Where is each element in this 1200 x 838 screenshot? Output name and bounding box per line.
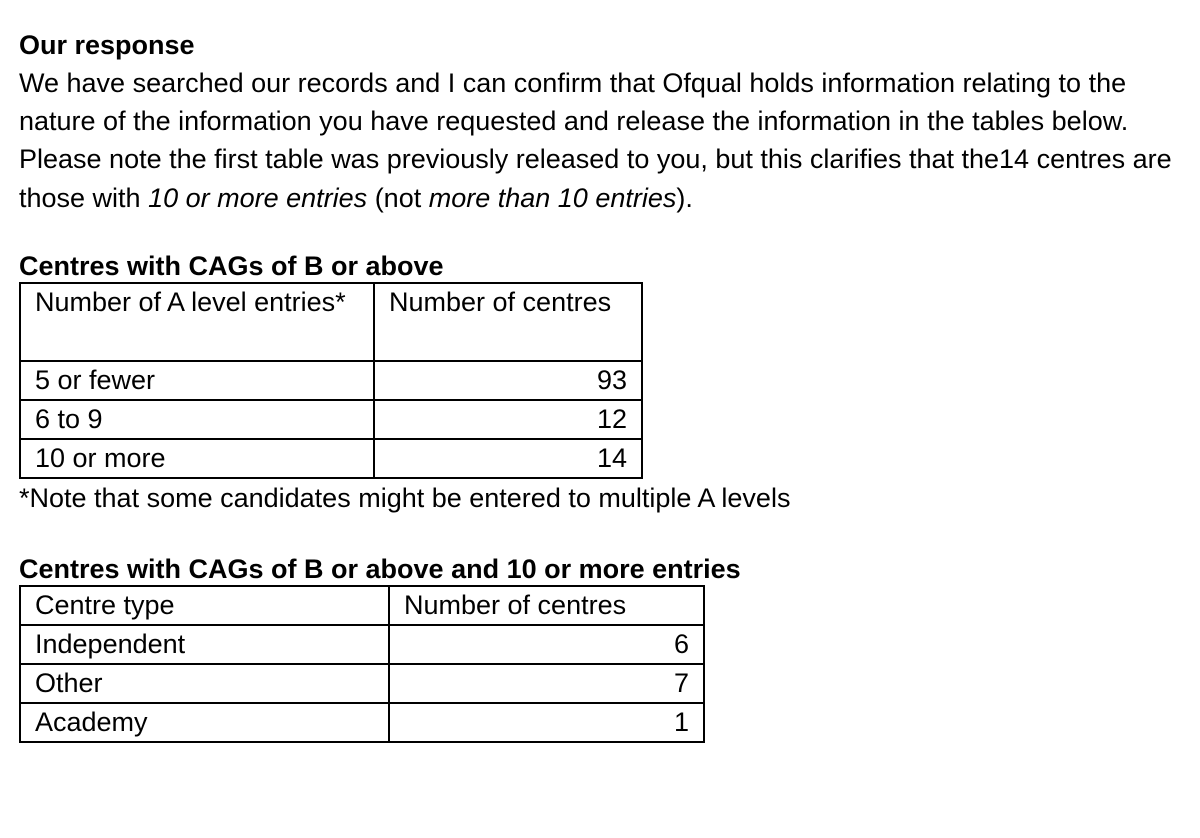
centre-type-table (19, 585, 705, 743)
table-row (20, 400, 642, 439)
table-row (20, 439, 642, 478)
row-label: 5 or fewer (20, 361, 374, 400)
paragraph-text-2: (not (367, 182, 429, 213)
row-value: 14 (374, 439, 642, 478)
table-header-row (20, 586, 704, 625)
table1-footnote: *Note that some candidates might be entered to multiple A levels (19, 482, 791, 513)
row-value: 1 (389, 703, 704, 742)
row-label: Academy (20, 703, 389, 742)
paragraph-emphasis-2: more than 10 entries (428, 182, 677, 213)
paragraph-text-1: We have searched our records and I can confirm that Ofqual holds information relating to the nature of the information you have requested and release the information in the tables below. Please note the first table was previously released to you, but this clarifies that the14 centres are those with (19, 68, 1172, 213)
row-value: 93 (374, 361, 642, 400)
response-paragraph (19, 64, 1184, 217)
table1-title: Centres with CAGs of B or above (19, 250, 444, 281)
cags-entries-table (19, 282, 643, 479)
row-value: 12 (374, 400, 642, 439)
document (19, 26, 1184, 743)
table-row (20, 625, 704, 664)
row-label: Independent (20, 625, 389, 664)
row-label: 10 or more (20, 439, 374, 478)
column-header-entries: Number of A level entries* (20, 283, 374, 361)
table-header-row (20, 283, 642, 361)
table2-title: Centres with CAGs of B or above and 10 or more entries (19, 553, 741, 584)
response-heading: Our response (19, 30, 195, 60)
table-row (20, 703, 704, 742)
column-header-centres: Number of centres (389, 586, 704, 625)
paragraph-emphasis-1: 10 or more entries (148, 182, 368, 213)
table-row (20, 361, 642, 400)
column-header-centres: Number of centres (374, 283, 642, 361)
table-row (20, 664, 704, 703)
paragraph-text-3: ). (676, 182, 693, 213)
row-value: 7 (389, 664, 704, 703)
row-label: Other (20, 664, 389, 703)
row-label: 6 to 9 (20, 400, 374, 439)
row-value: 6 (389, 625, 704, 664)
column-header-centre-type: Centre type (20, 586, 389, 625)
